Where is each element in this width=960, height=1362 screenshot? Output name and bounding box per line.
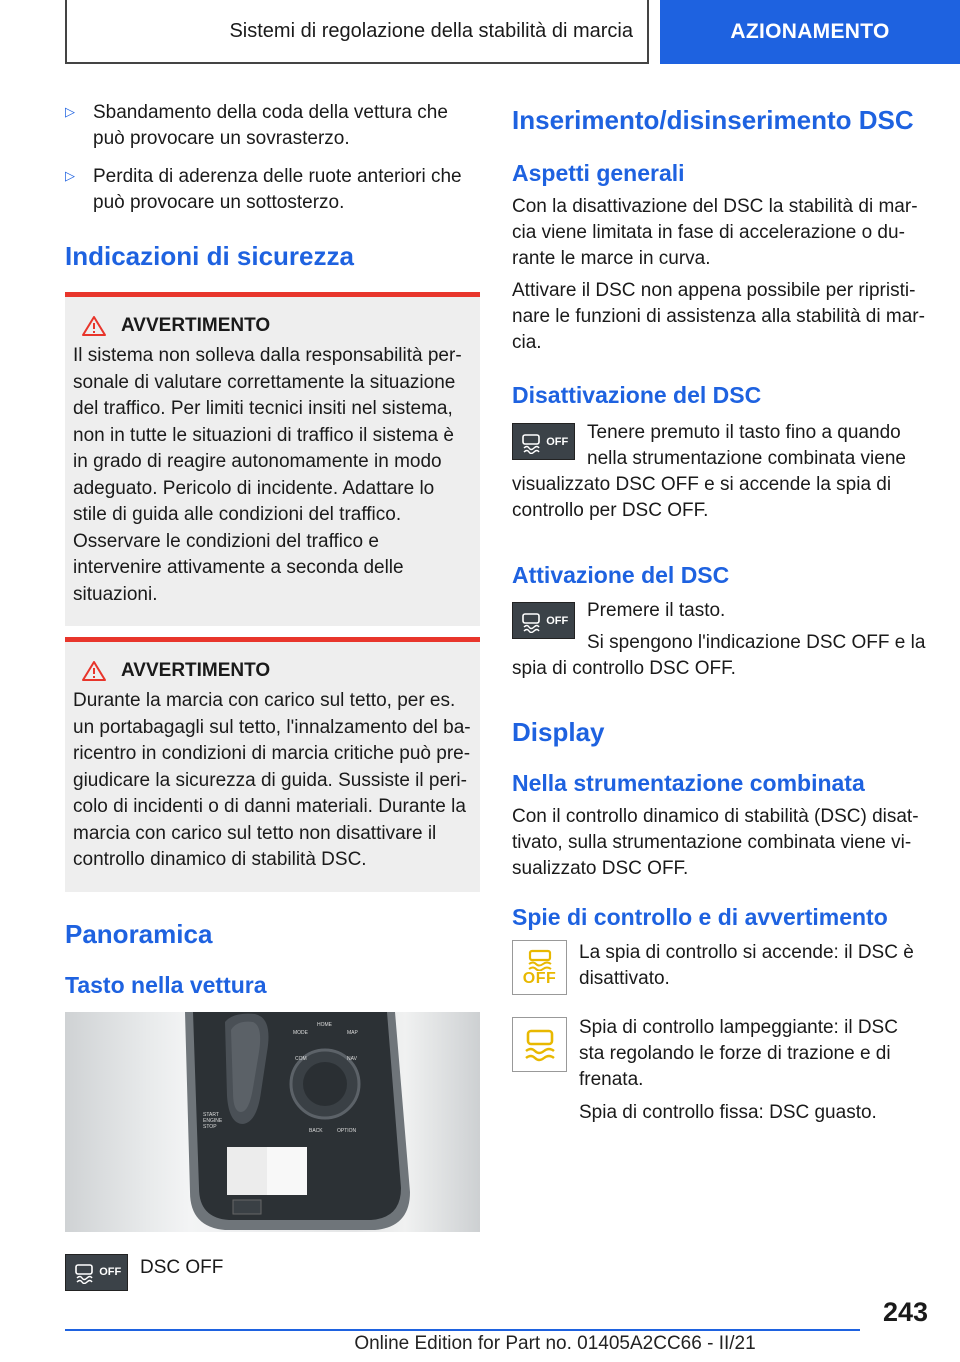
- console-label: OPTION: [337, 1127, 357, 1134]
- btn-off-label: OFF: [99, 1266, 122, 1278]
- dsc-caption-row: [65, 1254, 480, 1291]
- general-paragraph: Con la disattivazione del DSC la stabilità di marcia viene limitata in fase di accelerazione o durante le marce in curva.: [512, 196, 918, 269]
- triangle-bullet-icon: ▷: [65, 104, 75, 119]
- triangle-bullet-icon: ▷: [65, 168, 75, 183]
- activation-block: [512, 598, 928, 682]
- warning-text: Il sistema non solleva dalla responsabilità personale di valutare correttamente la situazione del traffico. Per limiti tecnici insiti nel sistema, non in tutte le situazioni di traffico il sistema è in grado di reagire autonomamente in modo adeguato. Pericolo di incidente. Adattare lo stile di guida alle condizioni del traffico. Osservare le condizioni del traffico e intervenire attivamente a seconda delle situazioni.: [73, 345, 462, 605]
- center-console-photo: [65, 1012, 480, 1232]
- console-label: START ENGINE STOP: [203, 1111, 223, 1130]
- skid-car-icon: [72, 1260, 96, 1284]
- lamp-row: [512, 940, 928, 995]
- skid-car-icon: [521, 1026, 559, 1064]
- console-label: MAP: [347, 1029, 358, 1036]
- running-header: [65, 0, 649, 64]
- dsc-off-button-icon: [512, 602, 575, 639]
- chapter-label: AZIONAMENTO: [730, 20, 890, 43]
- list-item: [65, 100, 480, 152]
- warning-box: [65, 637, 480, 892]
- general-heading: Aspetti generali: [512, 160, 685, 186]
- deactivation-text: Tenere premuto il tasto fino a quando nella strumentazione combinata viene visualizzato DSC OFF e si accende la spia di controllo per DSC OFF.: [512, 422, 906, 521]
- deactivation-block: [512, 420, 928, 524]
- lamp-text: Spia di controllo lampeggiante: il DSC sta regolando le forze di trazione e di frenata.: [579, 1017, 898, 1090]
- btn-off-label: OFF: [546, 614, 569, 627]
- right-column: [512, 100, 928, 1126]
- section-title: Sistemi di regolazione della stabilità di marcia: [229, 19, 633, 42]
- lamp-off-label: OFF: [522, 969, 557, 987]
- safety-heading: Indicazioni di sicurezza: [65, 241, 354, 271]
- display-heading: Display: [512, 717, 605, 747]
- edition-footer: [0, 1333, 960, 1355]
- dsc-caption: DSC OFF: [140, 1256, 224, 1278]
- warning-text: Durante la marcia con carico sul tetto, per es. un portabagagli sul tetto, l'innalzamento del baricentro in condizioni di marcia critiche può pregiudicare la sicurezza di guida. Sussiste il pericolo di incidenti o di danni materiali. Durante la marcia con carico sul tetto non disattivare il controllo dinamico di stabilità DSC.: [73, 690, 471, 870]
- warning-title: AVVERTIMENTO: [121, 315, 271, 336]
- overview-heading: Panoramica: [65, 918, 213, 949]
- edition-text: Online Edition for Part no. 01405A2CC66 - II/21: [354, 1333, 756, 1354]
- dsc-lamp-icon: [512, 1017, 567, 1072]
- cluster-text: Con il controllo dinamico di stabilità (DSC) disattivato, sulla strumentazione combinata viene visualizzato DSC OFF.: [512, 806, 919, 879]
- warning-title: AVVERTIMENTO: [121, 660, 271, 681]
- left-column: [65, 100, 480, 1291]
- activation-text: Premere il tasto.: [587, 600, 726, 621]
- chapter-tab[interactable]: [660, 0, 960, 64]
- skid-car-icon: [519, 430, 543, 454]
- dsc-off-button-icon: [512, 423, 575, 460]
- cluster-heading: Nella strumentazione combinata: [512, 770, 865, 796]
- main-heading: Inserimento/disinserimento DSC: [512, 105, 914, 135]
- lamp-text: La spia di controllo si accende: il DSC è disattivato.: [579, 942, 914, 989]
- console-label: HOME: [317, 1021, 332, 1028]
- activation-heading: Attivazione del DSC: [512, 562, 730, 588]
- console-label: COM: [295, 1055, 307, 1062]
- warning-triangle-icon: [81, 660, 107, 682]
- warning-box: [65, 292, 480, 626]
- list-item: [65, 164, 480, 216]
- console-label: NAV: [347, 1055, 357, 1062]
- warning-triangle-icon: [81, 315, 107, 337]
- footer-divider: [65, 1329, 860, 1331]
- dsc-off-button-icon: [65, 1254, 128, 1291]
- activation-text: Si spengono l'indicazione DSC OFF e la spia di controllo DSC OFF.: [512, 632, 926, 679]
- btn-off-label: OFF: [546, 435, 569, 448]
- lamp-row: [512, 1015, 928, 1126]
- skid-car-icon: [525, 949, 555, 971]
- button-heading: Tasto nella vettura: [65, 971, 267, 998]
- lamp-text: Spia di controllo fissa: DSC guasto.: [579, 1102, 877, 1123]
- general-paragraph: Attivare il DSC non appena possibile per ripristinare le funzioni di assistenza alla stabilità di marcia.: [512, 280, 925, 353]
- page-number: 243: [882, 1297, 928, 1327]
- skid-car-icon: [519, 609, 543, 633]
- dsc-off-lamp-icon: [512, 940, 567, 995]
- console-label: MODE: [293, 1029, 308, 1036]
- console-label: BACK: [309, 1127, 323, 1134]
- lamps-heading: Spie di controllo e di avvertimento: [512, 904, 888, 930]
- list-item-text: Sbandamento della coda della vettura che può provocare un sovrasterzo.: [93, 102, 448, 149]
- deactivation-heading: Disattivazione del DSC: [512, 382, 762, 408]
- list-item-text: Perdita di aderenza delle ruote anteriori che può provocare un sottosterzo.: [93, 166, 462, 213]
